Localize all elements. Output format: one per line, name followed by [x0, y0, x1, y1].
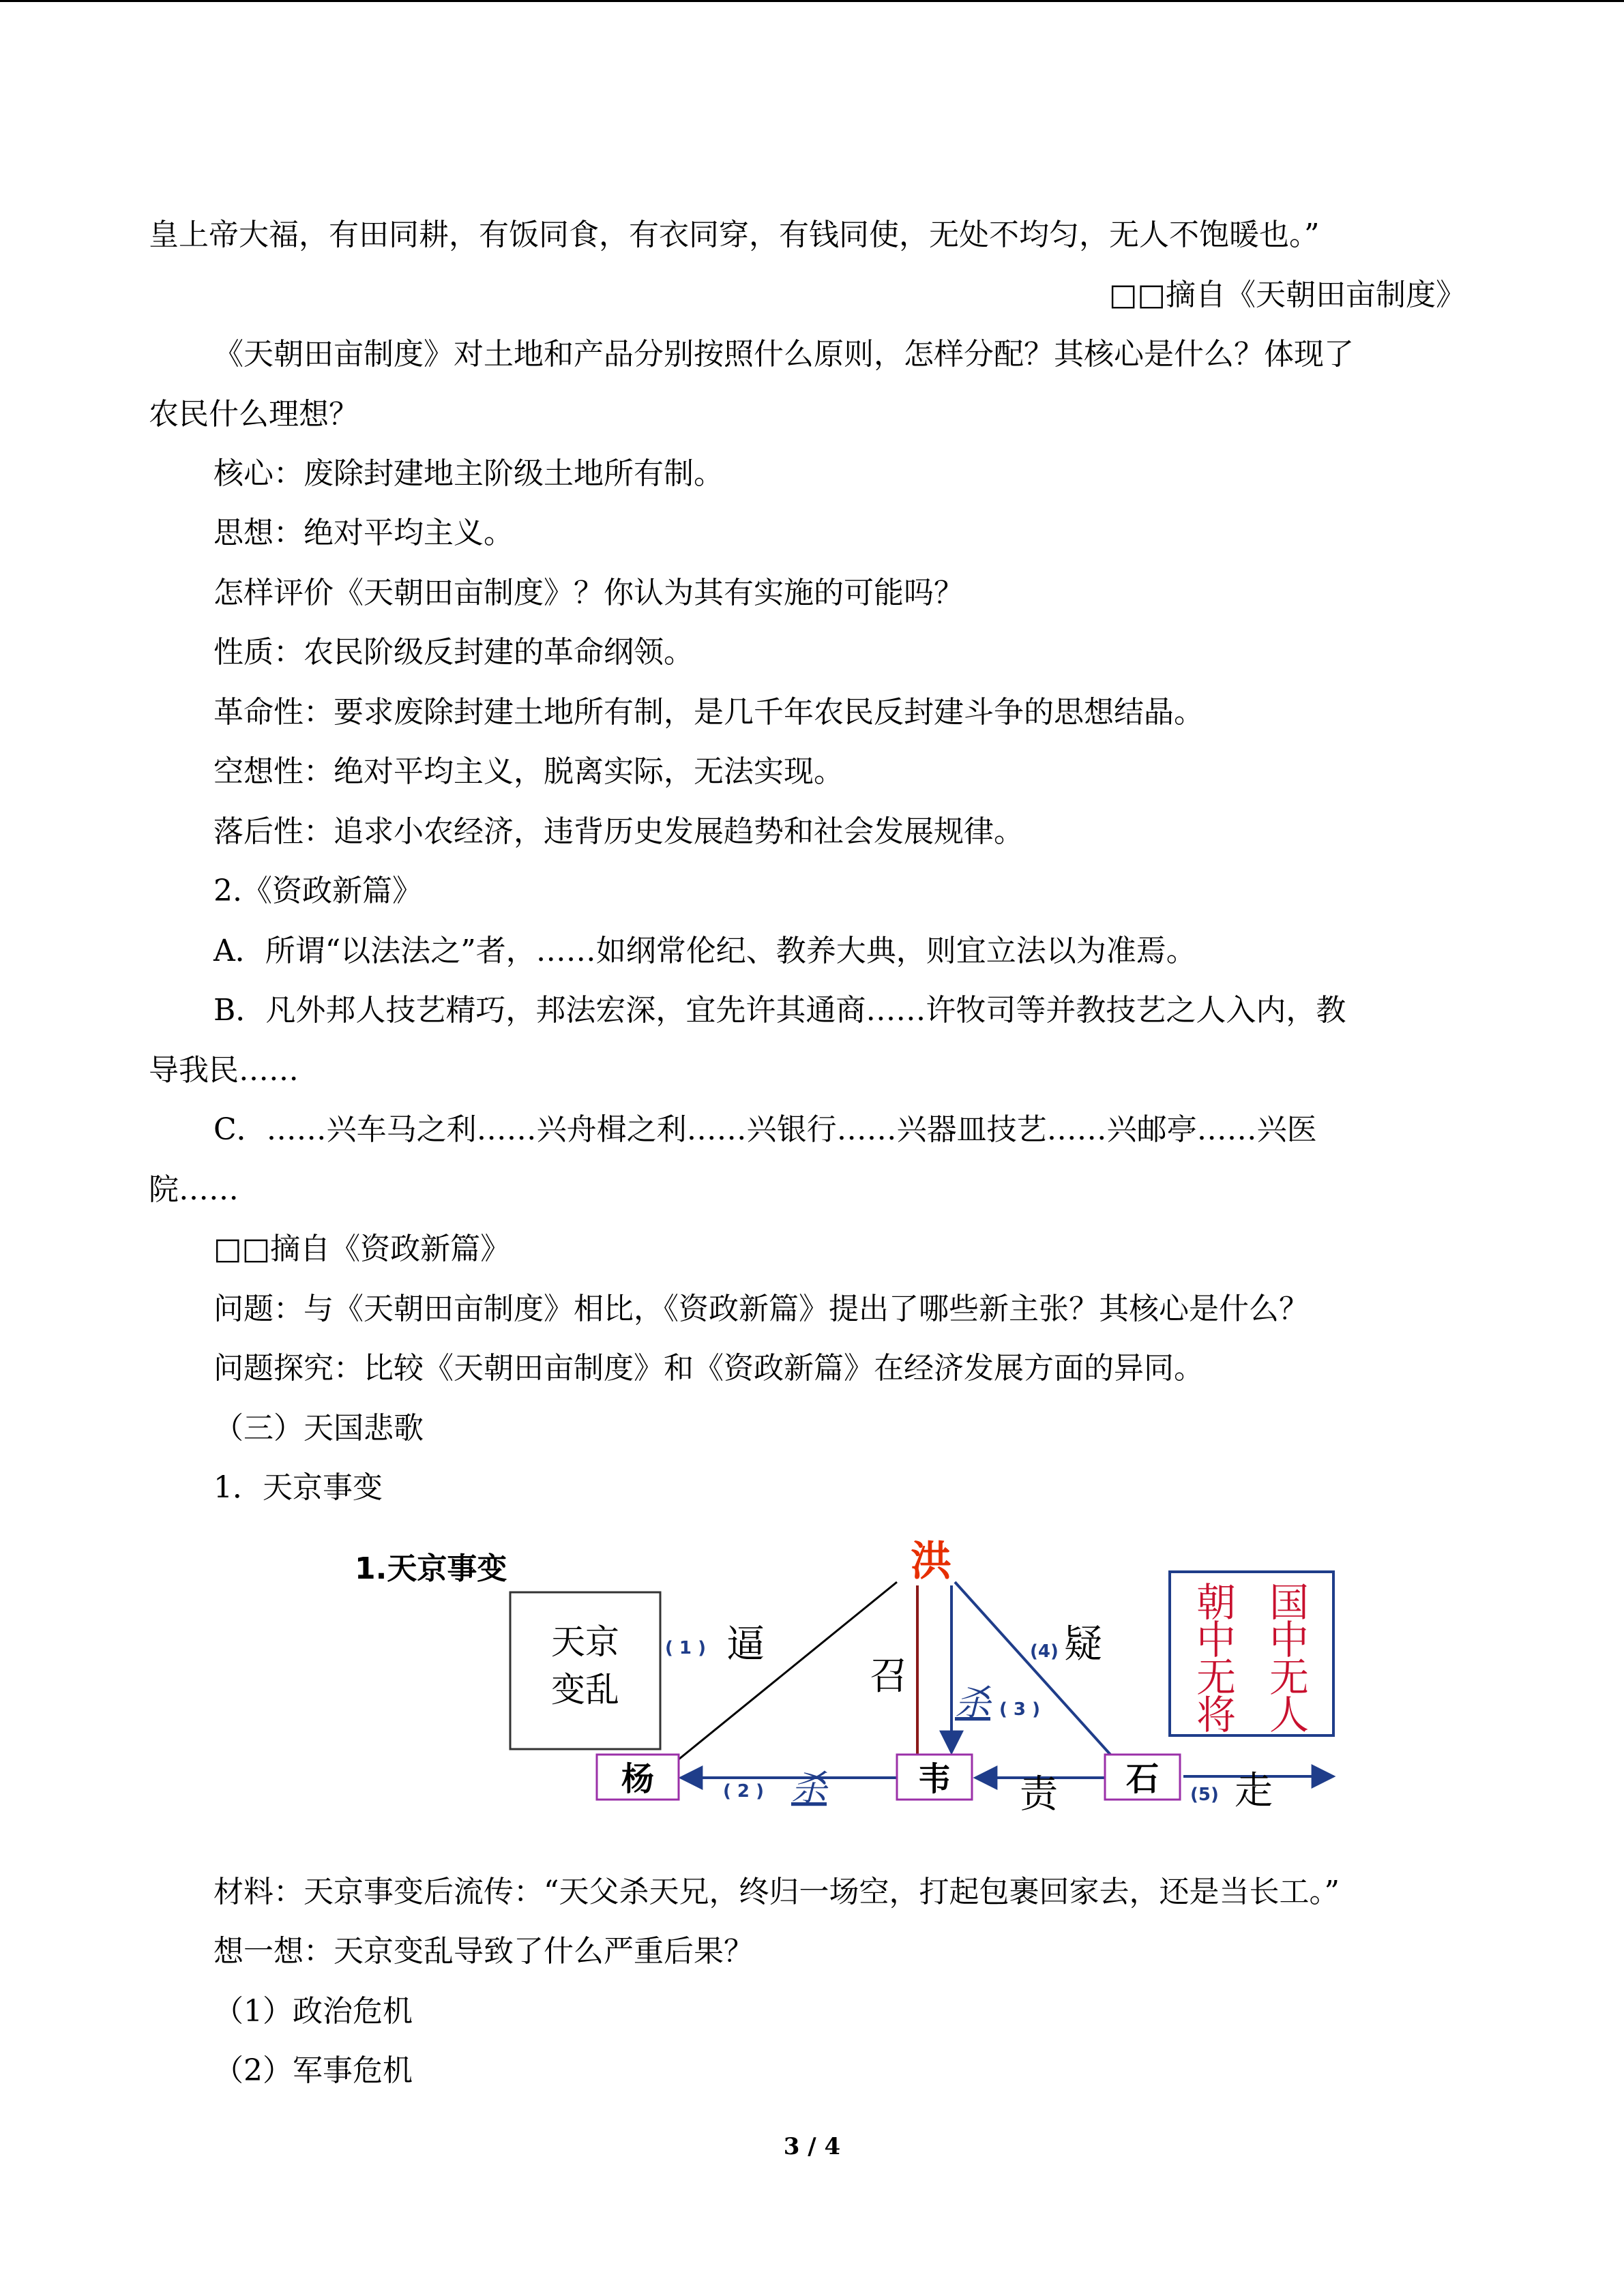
chaos-box-text-1: 天京 — [551, 1622, 619, 1662]
answer-thought: 思想：绝对平均主义。 — [213, 516, 514, 550]
label-blame: 责 — [1020, 1772, 1058, 1817]
step3-kill: 杀 — [955, 1683, 991, 1724]
line-hong-shi — [955, 1582, 1110, 1755]
question-compare: 问题：与《天朝田亩制度》相比，《资政新篇》提出了哪些新主张？其核心是什么？ — [213, 1292, 1309, 1326]
evaluation-question: 怎样评价《天朝田亩制度》？你认为其有实施的可能吗？ — [213, 576, 964, 610]
page-number: 3 / 4 — [783, 2133, 841, 2160]
source-citation-2: □□摘自《资政新篇》 — [213, 1232, 511, 1266]
answer-core: 核心：废除封建地主阶级土地所有制。 — [213, 456, 724, 491]
side-col1-char: 无 — [1196, 1654, 1237, 1701]
question-explore: 问题探究：比较《天朝田亩制度》和《资政新篇》在经济发展方面的异同。 — [213, 1351, 1204, 1386]
side-col1-char: 朝 — [1196, 1579, 1237, 1626]
section-heading-3: （三）天国悲歌 — [213, 1411, 424, 1446]
node-yang: 杨 — [621, 1760, 655, 1798]
diagram-title: 1.天京事变 — [355, 1551, 507, 1586]
source-citation: □□摘自《天朝田亩制度》 — [1108, 278, 1466, 312]
step4-number: (4) — [1030, 1641, 1059, 1662]
answer-utopian: 空想性：绝对平均主义，脱离实际，无法实现。 — [213, 754, 844, 789]
step1-number: ( 1 ) — [665, 1638, 706, 1658]
side-col1-char: 中 — [1196, 1617, 1237, 1663]
label-summon: 召 — [870, 1654, 908, 1699]
side-col2-char: 人 — [1269, 1692, 1310, 1738]
step2-kill: 杀 — [791, 1768, 827, 1809]
side-col2-char: 中 — [1269, 1617, 1310, 1663]
side-col-1 — [1196, 1579, 1236, 1738]
step3-number: ( 3 ) — [999, 1699, 1040, 1720]
question-paragraph-cont: 农民什么理想？ — [149, 397, 359, 432]
excerpt-b-cont: 导我民…… — [149, 1053, 299, 1088]
node-hong: 洪 — [911, 1538, 951, 1585]
excerpt-b: B．凡外邦人技艺精巧，邦法宏深，宜先许其通商……许牧司等并教技艺之人入内，教 — [213, 993, 1346, 1028]
step4-suspect: 疑 — [1064, 1622, 1102, 1667]
tianjing-incident-diagram — [355, 1538, 1341, 1829]
step2-number: ( 2 ) — [723, 1781, 764, 1802]
node-wei: 韦 — [917, 1760, 951, 1798]
chaos-box-text-2: 变乱 — [551, 1670, 619, 1710]
think-question: 想一想：天京变乱导致了什么严重后果？ — [213, 1934, 754, 1969]
side-col2-char: 无 — [1269, 1654, 1310, 1701]
side-col2-char: 国 — [1269, 1579, 1310, 1626]
excerpt-c: C．……兴车马之利……兴舟楫之利……兴银行……兴器皿技艺……兴邮亭……兴医 — [213, 1112, 1317, 1147]
node-shi: 石 — [1125, 1760, 1160, 1798]
top-border — [0, 0, 1624, 2]
answer-backward: 落后性：追求小农经济，违背历史发展趋势和社会发展规律。 — [213, 814, 1024, 849]
subsection-heading: 1．天京事变 — [213, 1470, 383, 1505]
consequence-military: （2）军事危机 — [213, 2053, 413, 2088]
side-col-2 — [1269, 1579, 1309, 1738]
side-col1-char: 将 — [1196, 1692, 1237, 1738]
answer-revolutionary: 革命性：要求废除封建土地所有制，是几千年农民反封建斗争的思想结晶。 — [213, 695, 1204, 730]
excerpt-c-cont: 院…… — [149, 1172, 239, 1207]
step5-number: (5) — [1190, 1785, 1219, 1805]
question-paragraph: 《天朝田亩制度》对土地和产品分别按照什么原则，怎样分配？其核心是什么？体现了 — [213, 337, 1354, 372]
quote-ending: 皇上帝大福，有田同耕，有饭同食，有衣同穿，有钱同使，无处不均匀，无人不饱暖也。” — [149, 218, 1320, 252]
excerpt-a: A．所谓“以法法之”者，……如纲常伦纪、教养大典，则宜立法以为准焉。 — [213, 934, 1196, 968]
answer-nature: 性质：农民阶级反封建的革命纲领。 — [213, 635, 694, 670]
section-heading: 2.《资政新篇》 — [213, 874, 422, 908]
step1-force: 逼 — [726, 1622, 765, 1667]
material-paragraph: 材料：天京事变后流传：“天父杀天兄，终归一场空，打起包裹回家去，还是当长工。” — [213, 1875, 1340, 1909]
consequence-political: （1）政治危机 — [213, 1994, 413, 2029]
line-hong-yang — [679, 1582, 897, 1759]
step5-leave: 走 — [1235, 1769, 1273, 1813]
